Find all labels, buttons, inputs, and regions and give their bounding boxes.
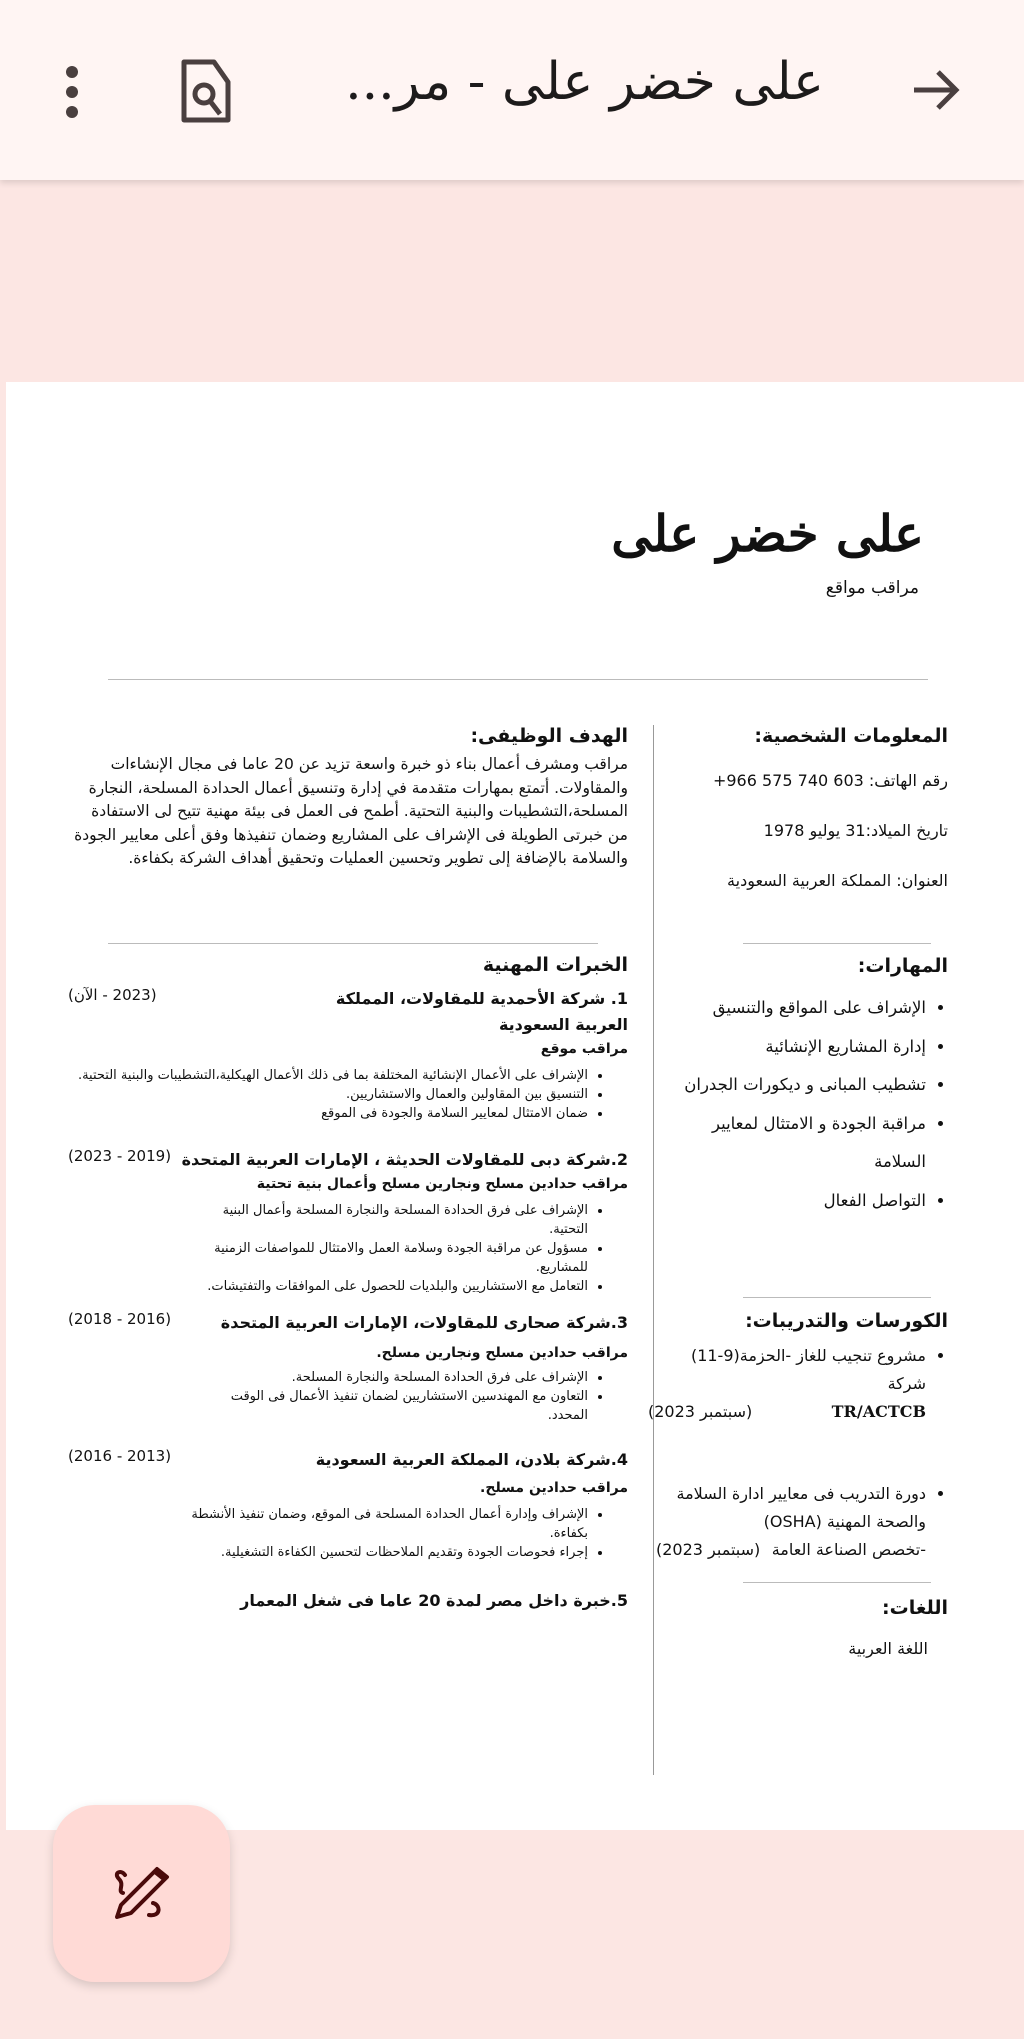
divider <box>108 679 928 680</box>
job-bullet: • الإشراف وإدارة أعمال الحدادة المسلحة فى الموقع، وضمان تنفيذ الأنشطة بكفاءة. <box>188 1505 588 1543</box>
skills-section <box>683 955 948 1220</box>
skill-item: • إدارة المشاريع الإنشائية <box>683 1028 926 1067</box>
job-entry <box>68 986 628 1123</box>
personal-info-heading: المعلومات الشخصية: <box>754 725 948 747</box>
objective-section <box>68 725 628 871</box>
job-bullet: • الإشراف على الأعمال الإنشائية المختلفة بما فى ذلك الأعمال الهيكلية،التشطيبات والبنية التحتية. <box>68 1066 588 1085</box>
job-entry <box>68 1310 628 1425</box>
job-date: (2019 - 2023) <box>68 1147 172 1165</box>
column-divider <box>653 725 654 1775</box>
job-date: (2013 - 2016) <box>68 1447 172 1465</box>
course-item <box>656 1480 926 1564</box>
date-of-birth: تاريخ الميلاد:31 يوليو 1978 <box>763 820 948 840</box>
job-bullet: • إجراء فحوصات الجودة وتقديم الملاحظات لتحسين الكفاءة التشغيلية. <box>188 1543 588 1562</box>
address: العنوان: المملكة العربية السعودية <box>727 871 948 890</box>
skills-heading: المهارات: <box>857 955 948 977</box>
job-title: 4.شركة بلادن، المملكة العربية السعودية <box>315 1450 628 1469</box>
job-bullet: • مسؤول عن مراقبة الجودة وسلامة العمل والامتثال للمواصفات الزمنية للمشاريع. <box>188 1239 588 1277</box>
divider <box>108 943 598 944</box>
course-date: (سبتمبر 2023) <box>648 1402 753 1421</box>
job-bullet: • التعاون مع المهندسين الاستشاريين لضمان تنفيذ الأعمال فى الوقت المحدد. <box>188 1387 588 1425</box>
job-title: 1. شركة الأحمدية للمقاولات، المملكة العربية السعودية <box>335 989 628 1034</box>
languages-section <box>683 1597 948 1658</box>
job-date: (2016 - 2018) <box>68 1310 172 1328</box>
skill-item: • مراقبة الجودة و الامتثال لمعايير السلامة <box>683 1105 926 1182</box>
annotate-button[interactable] <box>53 1805 230 1982</box>
course-org: -تخصص الصناعة العامة <box>771 1540 926 1559</box>
job-role: مراقب حدادين مسلح. <box>480 1480 628 1496</box>
language-item: اللغة العربية <box>848 1639 928 1658</box>
job-role: مراقب حدادين مسلح ونجارين مسلح وأعمال بنية تحتية <box>256 1176 628 1192</box>
skill-item: • تشطيب المبانى و ديكورات الجدران <box>683 1066 926 1105</box>
job-title: 3.شركة صحارى للمقاولات، الإمارات العربية المتحدة <box>220 1313 628 1332</box>
job-title: 5.خبرة داخل مصر لمدة 20 عاما فى شغل المعمار <box>240 1591 628 1610</box>
job-entry <box>68 1447 628 1562</box>
resume-page <box>6 382 1024 1830</box>
objective-text: مراقب ومشرف أعمال بناء ذو خبرة واسعة تزيد عن 20 عاما فى مجال الإنشاءات والمقاولات. أتمتع بمهارات متقدمة في إدارة وتنسيق أعمال الحدادة المسلحة، النجارة المسلحة،التشطيبات والبنية التحتية. أطمح فى العمل فى بيئة مهنية تتيح لى الاستفادة من خبرتى الطويلة فى الإشراف على المشاريع وضمان تنفيذها وفق أعلى معايير الجودة والسلامة بالإضافة إلى تطوير وتحسين العمليات وتحقيق أهداف الشركة بكفاءة. <box>74 755 628 867</box>
course-text: مشروع تنجيب للغاز -الحزمة(9-11) شركة <box>690 1346 926 1393</box>
document-title: على خضر على - مر... <box>345 52 824 112</box>
job-role: مراقب حدادين مسلح ونجارين مسلح. <box>376 1345 628 1361</box>
courses-heading: الكورسات والتدريبات: <box>745 1310 948 1332</box>
draw-pen-icon <box>111 1863 173 1925</box>
experience-section <box>68 954 628 1614</box>
job-bullet: • الإشراف على فرق الحدادة المسلحة والنجارة المسلحة وأعمال البنية التحتية. <box>188 1201 588 1239</box>
divider <box>743 943 931 944</box>
back-arrow-icon[interactable] <box>908 62 964 118</box>
more-options-icon[interactable] <box>62 64 82 120</box>
divider <box>743 1297 931 1298</box>
job-bullet: • التعامل مع الاستشاريين والبلديات للحصول على الموافقات والتفتيشات. <box>188 1277 588 1296</box>
course-text: دورة التدريب فى معايير ادارة السلامة والصحة المهنية (OSHA) <box>676 1484 926 1531</box>
course-org: TR/ACTCB <box>831 1402 926 1421</box>
languages-heading: اللغات: <box>882 1597 948 1619</box>
skill-item: • الإشراف على المواقع والتنسيق <box>683 989 926 1028</box>
job-title: 2.شركة دبى للمقاولات الحديثة ، الإمارات العربية المتحدة <box>181 1150 628 1169</box>
resume-name: على خضر على <box>611 504 924 563</box>
divider <box>743 1582 931 1583</box>
document-search-icon[interactable] <box>180 58 232 124</box>
objective-heading: الهدف الوظيفى: <box>470 725 628 747</box>
experience-heading: الخبرات المهنية <box>482 954 628 976</box>
job-bullet: • ضمان الامتثال لمعايير السلامة والجودة فى الموقع <box>68 1104 588 1123</box>
course-date: (سبتمبر 2023) <box>656 1540 761 1559</box>
phone: رقم الهاتف: 603 740 575 966+ <box>712 771 948 790</box>
job-role: مراقب موقع <box>540 1041 628 1057</box>
job-bullet: • التنسيق بين المقاولين والعمال والاستشاريين. <box>68 1085 588 1104</box>
job-date: (2023 - الآن) <box>68 986 157 1004</box>
job-bullet: • الإشراف على فرق الحدادة المسلحة والنجارة المسلحة. <box>188 1368 588 1387</box>
personal-info-section <box>683 725 948 893</box>
job-entry <box>68 1147 628 1296</box>
skill-item: • التواصل الفعال <box>683 1182 926 1221</box>
courses-section <box>648 1310 948 1564</box>
top-app-bar <box>0 0 1024 180</box>
course-item <box>648 1342 926 1426</box>
resume-subtitle: مراقب مواقع <box>825 578 919 598</box>
